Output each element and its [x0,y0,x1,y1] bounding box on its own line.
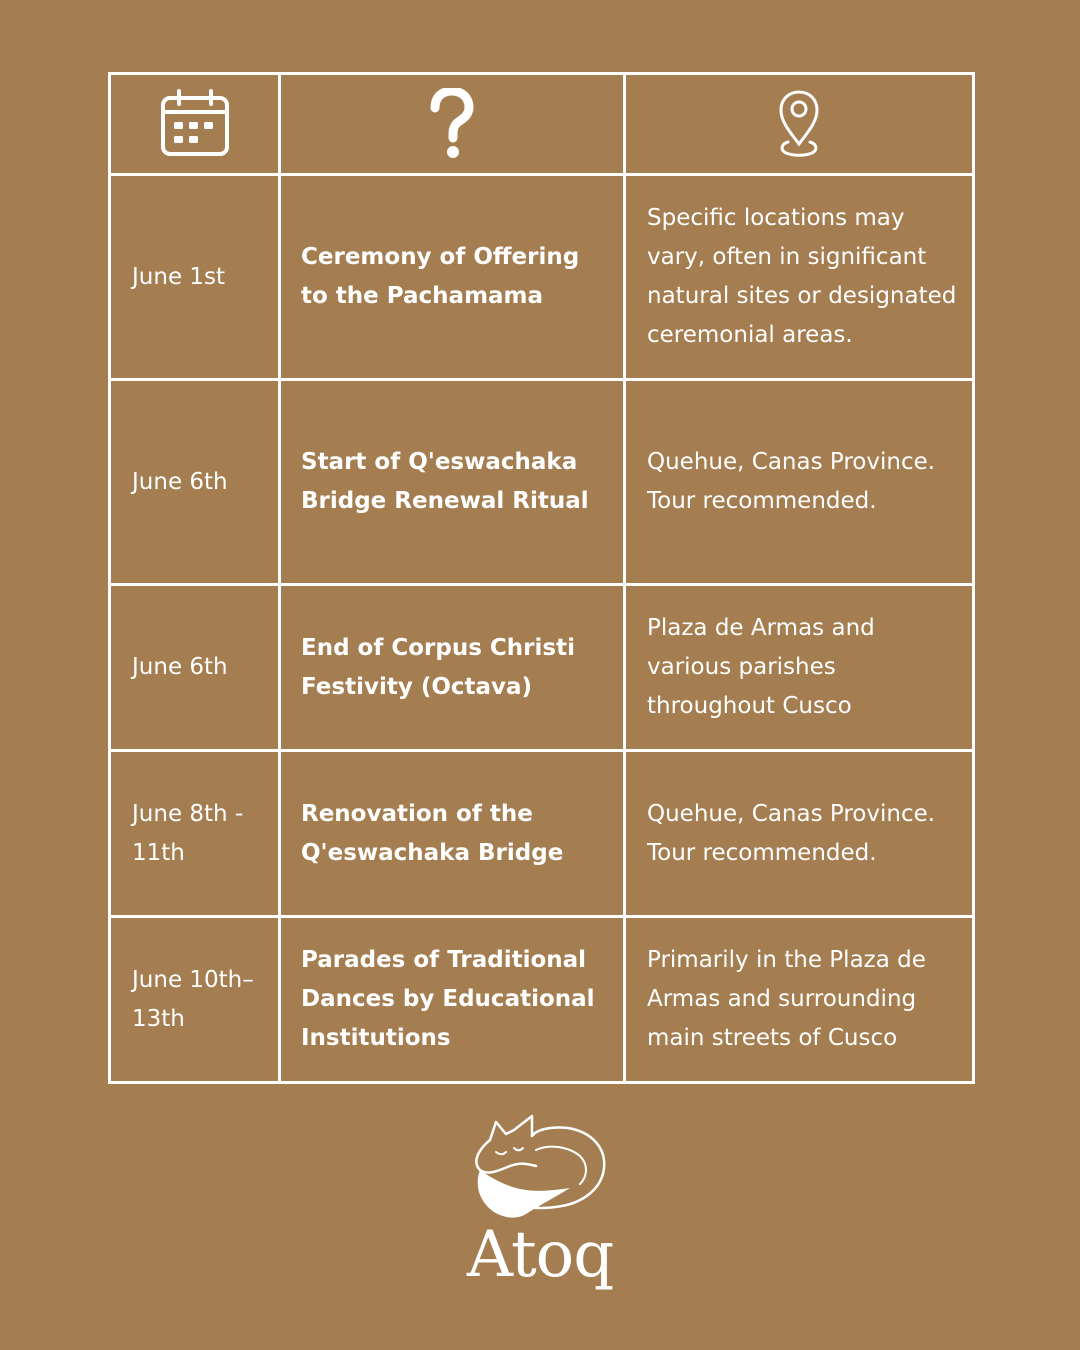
event-location: Plaza de Armas and various parishes throughout Cusco [625,585,974,751]
location-column-header [625,74,974,175]
event-name: End of Corpus Christi Festivity (Octava) [280,585,625,751]
table-header-row [110,74,974,175]
event-date: June 6th [110,585,280,751]
event-name: Renovation of the Q'eswachaka Bridge [280,751,625,917]
sleeping-fox-icon [470,1110,610,1222]
calendar-icon [159,88,231,160]
event-column-header [280,74,625,175]
event-location: Specific locations may vary, often in significant natural sites or designated ceremonial areas. [625,175,974,380]
table-row [110,175,974,380]
events-table [108,72,975,1084]
event-name: Parades of Traditional Dances by Educational Institutions [280,917,625,1083]
event-location: Quehue, Canas Province. Tour recommended. [625,751,974,917]
table-row [110,380,974,585]
event-date: June 8th - 11th [110,751,280,917]
date-column-header [110,74,280,175]
event-location: Primarily in the Plaza de Armas and surrounding main streets of Cusco [625,917,974,1083]
table-row [110,585,974,751]
table-row [110,751,974,917]
question-mark-icon [429,88,475,160]
event-location: Quehue, Canas Province. Tour recommended. [625,380,974,585]
event-name: Start of Q'eswachaka Bridge Renewal Ritual [280,380,625,585]
event-date: June 1st [110,175,280,380]
event-date: June 10th–13th [110,917,280,1083]
brand-logo [460,1110,620,1320]
event-name: Ceremony of Offering to the Pachamama [280,175,625,380]
event-date: June 6th [110,380,280,585]
map-pin-icon [776,88,822,160]
table-row [110,917,974,1083]
brand-name: Atoq [466,1218,614,1292]
